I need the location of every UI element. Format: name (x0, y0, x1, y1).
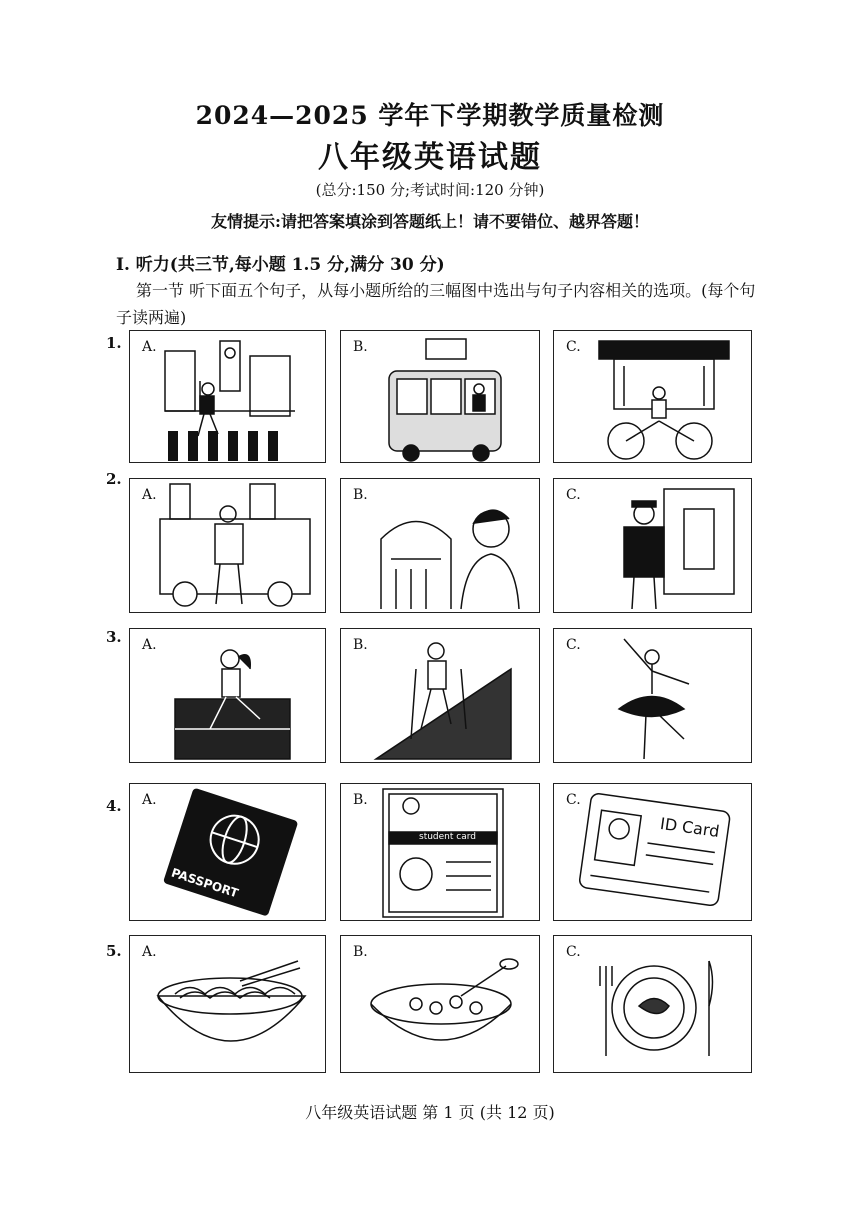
option-label: A. (142, 792, 157, 808)
option-box[interactable] (129, 478, 326, 613)
option-box[interactable] (553, 935, 752, 1073)
option-box[interactable] (553, 330, 752, 463)
page-footer: 八年级英语试题 第 1 页 (共 12 页) (305, 1103, 555, 1122)
steak-plate-icon (554, 936, 753, 1074)
option-label: B. (353, 637, 368, 653)
boy-riding-bike-icon (554, 331, 753, 464)
option-box[interactable] (340, 330, 540, 463)
option-label: C. (566, 944, 581, 960)
option-label: B. (353, 792, 368, 808)
question-number: 1. (106, 334, 122, 352)
option-box[interactable] (340, 783, 540, 921)
exam-title: 2024—2025 学年下学期教学质量检测 (195, 101, 665, 130)
exam-subtitle: 八年级英语试题 (318, 140, 542, 175)
option-box[interactable] (553, 783, 752, 921)
ballet-dancer-icon (554, 629, 753, 764)
option-box[interactable] (553, 478, 752, 613)
question-number: 4. (106, 797, 122, 815)
student-card-icon (341, 784, 541, 922)
exam-info: (总分:150 分;考试时间:120 分钟) (315, 181, 545, 199)
option-box[interactable] (129, 783, 326, 921)
option-label: C. (566, 339, 581, 355)
option-box[interactable] (340, 935, 540, 1073)
option-box[interactable] (340, 628, 540, 763)
dumpling-soup-icon (341, 936, 541, 1074)
passport-text: PASSPORT (169, 865, 241, 901)
option-box[interactable] (553, 628, 752, 763)
id-card-text: ID Card (658, 813, 721, 842)
option-label: A. (142, 944, 157, 960)
option-box[interactable] (340, 478, 540, 613)
girl-hiking-icon (341, 629, 541, 764)
question-number: 3. (106, 628, 122, 646)
option-label: A. (142, 487, 157, 503)
option-label: A. (142, 637, 157, 653)
student-at-school-gate-icon (341, 479, 541, 614)
student-card-text: student card (419, 832, 476, 842)
option-label: C. (566, 487, 581, 503)
friendly-tip: 友情提示:请把答案填涂到答题纸上！请不要错位、越界答题！ (211, 212, 649, 231)
option-label: B. (353, 944, 368, 960)
option-box[interactable] (129, 628, 326, 763)
question-number: 5. (106, 942, 122, 960)
noodles-bowl-icon (130, 936, 327, 1074)
option-label: C. (566, 792, 581, 808)
id-card-icon (554, 784, 753, 922)
passport-icon (130, 784, 327, 922)
firefighter-icon (130, 479, 327, 614)
question-number: 2. (106, 470, 122, 488)
section-instruction: 第一节 听下面五个句子，从每小题所给的三幅图中选出与句子内容相关的选项。(每个句子读两遍) (116, 281, 756, 327)
option-box[interactable] (129, 935, 326, 1073)
option-box[interactable] (129, 330, 326, 463)
option-label: B. (353, 339, 368, 355)
option-label: C. (566, 637, 581, 653)
boy-crossing-street-icon (130, 331, 327, 464)
girl-running-icon (130, 629, 327, 764)
section-heading: Ⅰ. 听力(共三节,每小题 1.5 分,满分 30 分) (116, 255, 445, 275)
option-label: B. (353, 487, 368, 503)
option-label: A. (142, 339, 157, 355)
boy-on-bus-icon (341, 331, 541, 464)
police-officer-icon (554, 479, 753, 614)
